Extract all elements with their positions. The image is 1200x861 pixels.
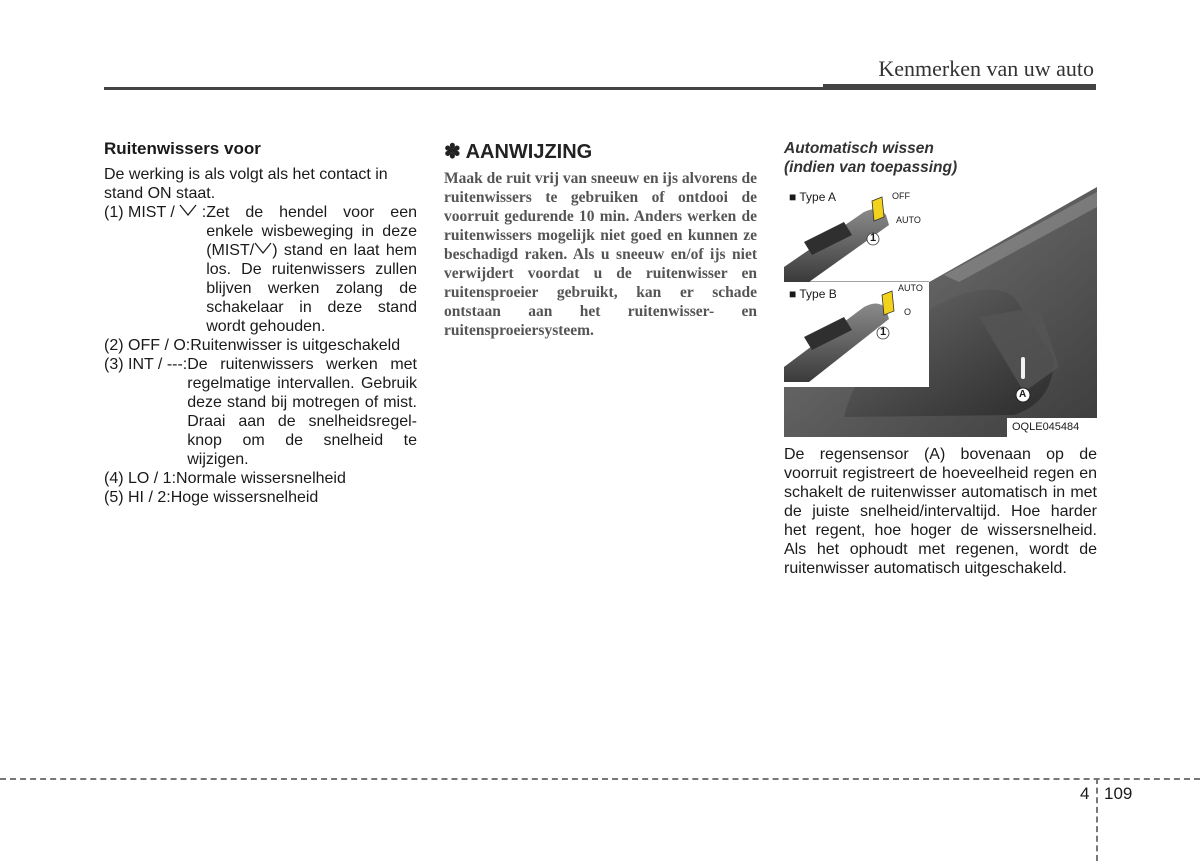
note-section <box>444 139 757 340</box>
item-key-text: (1) MIST / <box>104 204 175 221</box>
item-key: (5) HI / 2: <box>104 489 171 506</box>
section-heading: Ruitenwissers voor <box>104 139 261 158</box>
list-item-mist <box>104 203 417 336</box>
item-value: De ruitenwissers werken met regelmatige intervallen. Gebruik deze stand bij motregen of mist. Draai aan de snelheidsregel-knop om de snelheid te wijzigen. <box>187 356 417 468</box>
item-key: (3) INT / ---: <box>104 356 188 373</box>
note-title: ✽ AANWIJZING <box>444 141 593 163</box>
type-b-label: ■ Type B <box>789 287 837 301</box>
chapter-number: 4 <box>1080 784 1090 803</box>
item-key <box>104 203 206 336</box>
auto-wipe-section <box>784 139 1097 578</box>
auto-label-b: AUTO <box>898 283 923 293</box>
item-value-a: Zet de hendel voor een enkele wisbeweging in deze (MIST/ <box>206 204 417 259</box>
item-key: (4) LO / 1: <box>104 470 177 487</box>
rain-sensor-figure <box>784 187 1097 437</box>
number-1-a: 1 <box>870 232 877 244</box>
footer-dashed-divider <box>1096 778 1098 861</box>
footer-dashed-rule <box>0 778 1200 780</box>
item-key: (2) OFF / O: <box>104 337 191 354</box>
page-header-title: Kenmerken van uw auto <box>878 56 1094 81</box>
auto-label-a: AUTO <box>896 215 921 225</box>
note-body: Maak de ruit vrij van sneeuw en ijs alvorens de ruitenwissers te gebruiken of ontdooi de voorruit gedurende 10 min. Anders werken de ruitenwissers mogelijk niet goed en kunnen ze beschadigd raken. Als u sneeuw en/of ijs niet verwijdert voordat u de ruitenwisser en ruitensproeier gebruikt, kan er schade ontstaan aan het ruitenwisser- en ruitensproeiersysteem. <box>444 170 757 339</box>
number-1-b: 1 <box>880 326 887 338</box>
list-item-off <box>104 336 417 355</box>
page-number: 109 <box>1104 784 1133 803</box>
header-rule-accent <box>823 84 1096 90</box>
sensor-marker <box>1021 357 1025 379</box>
item-value-b: ) stand en laat hem los. De ruitenwissers zullen blijven werken zolang de schakelaar in deze stand wordt gehouden. <box>206 242 417 335</box>
mist-v-icon <box>254 242 272 254</box>
list-item-hi <box>104 488 417 507</box>
intro-text: De werking is als volgt als het contact in stand ON staat. <box>104 166 388 202</box>
arrow-icon <box>872 197 884 221</box>
arrow-icon <box>882 291 894 315</box>
item-value: Hoge wissersnelheid <box>170 489 319 506</box>
off-label: OFF <box>892 191 910 201</box>
subtitle-line-1: Automatisch wissen <box>784 140 934 157</box>
item-value <box>206 203 417 336</box>
o-label: O <box>904 307 912 317</box>
item-value: Ruitenwisser is uitgeschakeld <box>190 337 401 354</box>
list-item-int <box>104 355 417 469</box>
front-wipers-section <box>104 139 417 507</box>
rain-sensor-description: De regensensor (A) bovenaan op de voorruit registreert de hoeveelheid regen en schakelt de ruitenwisser automatisch in met de juiste snelheid/intervaltijd. Hoe harder het regent, hoe hoger de wissersnelheid. Als het ophoudt met regenen, wordt de ruitenwisser automatisch uitgeschakeld. <box>784 446 1097 577</box>
rain-sensor-illustration <box>784 187 1097 437</box>
sensor-a-label: A <box>1019 389 1027 400</box>
mist-v-icon <box>179 204 197 216</box>
item-key-sep: : <box>201 204 207 221</box>
item-value: Normale wissersnelheid <box>176 470 346 487</box>
subtitle-line-2: (indien van toepassing) <box>784 159 958 176</box>
type-a-label: ■ Type A <box>789 190 837 204</box>
list-item-lo <box>104 469 417 488</box>
figure-code: OQLE045484 <box>1012 421 1080 433</box>
